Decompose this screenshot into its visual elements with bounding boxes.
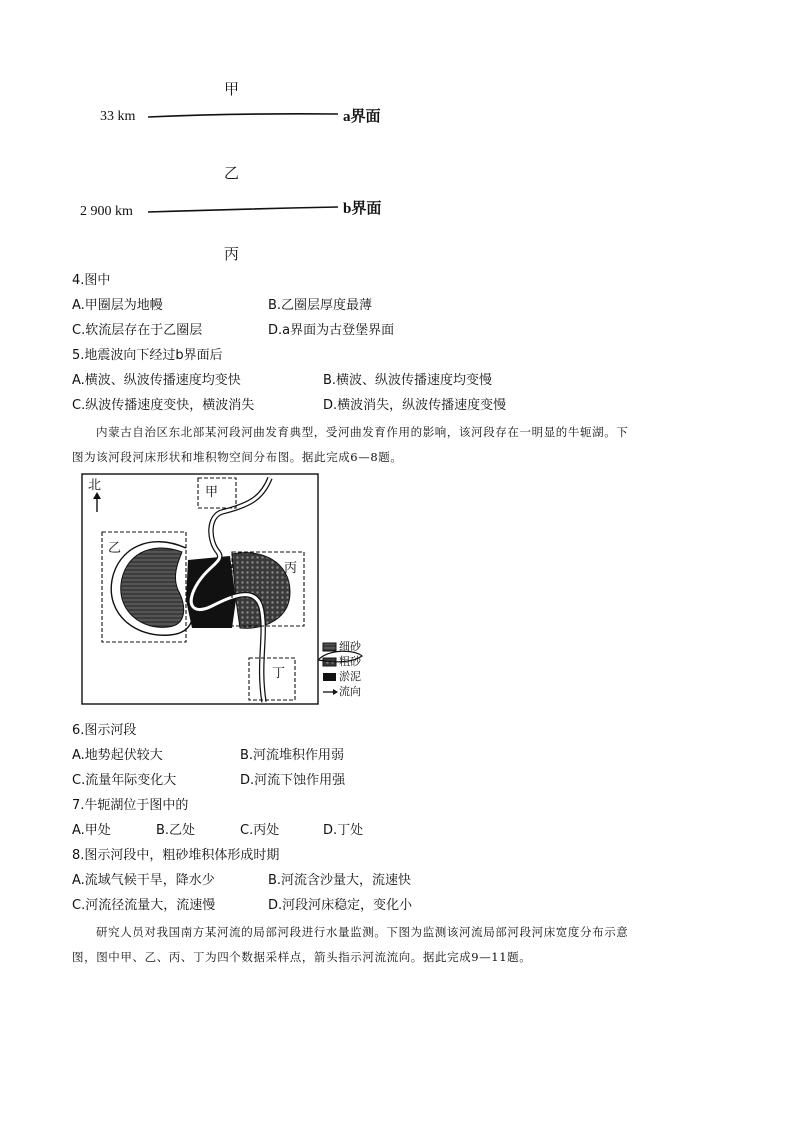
layer-yi: 乙 [224, 164, 240, 182]
q7-stem: 7.牛轭湖位于图中的 [72, 798, 189, 813]
passage-river-width-line2: 图，图中甲、乙、丙、丁为四个数据采样点，箭头指示河流流向。据此完成9—11题。 [72, 950, 532, 964]
q8-option-d[interactable]: D.河段河床稳定，变化小 [268, 898, 413, 913]
q5-option-c[interactable]: C.纵波传播速度变快，横波消失 [72, 398, 255, 413]
layer-jia: 甲 [224, 80, 240, 98]
q7-option-c[interactable]: C.丙处 [240, 823, 280, 838]
legend-coarse-sand: 粗砂 [339, 655, 361, 668]
b-interface-label: b界面 [343, 201, 382, 217]
q8-option-c[interactable]: C.河流径流量大，流速慢 [72, 898, 216, 913]
legend-silt: 淤泥 [339, 670, 361, 683]
depth-2900km: 2 900 km [80, 204, 133, 219]
map-box-yi-label: 乙 [108, 541, 122, 556]
legend-flow-direction: 流向 [339, 685, 361, 698]
passage-river-width-line1: 研究人员对我国南方某河流的局部河段进行水量监测。下图为监测该河流局部河段河床宽度分布示意 [96, 925, 629, 939]
map-north-label: 北 [88, 478, 102, 493]
depth-33km: 33 km [100, 109, 136, 124]
q4-stem: 4.图中 [72, 273, 111, 288]
q7-option-b[interactable]: B.乙处 [156, 823, 196, 838]
map-box-ding-label: 丁 [272, 666, 286, 681]
q4-option-a[interactable]: A.甲圈层为地幔 [72, 298, 163, 313]
legend-fine-sand-swatch [323, 643, 336, 651]
q5-option-d[interactable]: D.横波消失，纵波传播速度变慢 [323, 398, 507, 413]
q4-option-c[interactable]: C.软流层存在于乙圈层 [72, 323, 203, 338]
q7-option-d[interactable]: D.丁处 [323, 823, 364, 838]
q5-option-b[interactable]: B.横波、纵波传播速度均变慢 [323, 373, 493, 388]
q6-option-b[interactable]: B.河流堆积作用弱 [240, 748, 345, 763]
legend-fine-sand: 细砂 [339, 640, 361, 653]
q8-option-b[interactable]: B.河流含沙量大，流速快 [268, 873, 412, 888]
q5-option-a[interactable]: A.横波、纵波传播速度均变快 [72, 373, 241, 388]
passage-river-width [72, 920, 722, 970]
passage-oxbow-line2: 图为该河段河床形状和堆积物空间分布图。据此完成6—8题。 [72, 450, 403, 464]
q8-option-a[interactable]: A.流域气候干旱，降水少 [72, 873, 215, 888]
q4-option-d[interactable]: D.a界面为古登堡界面 [268, 323, 395, 338]
q4-option-b[interactable]: B.乙圈层厚度最薄 [268, 298, 373, 313]
a-interface-label: a界面 [343, 109, 381, 125]
layer-bing: 丙 [224, 245, 240, 263]
q6-option-c[interactable]: C.流量年际变化大 [72, 773, 177, 788]
q8-stem: 8.图示河段中，粗砂堆积体形成时期 [72, 848, 280, 863]
q5-stem: 5.地震波向下经过b界面后 [72, 348, 223, 363]
legend-silt-swatch [323, 673, 336, 681]
q6-option-a[interactable]: A.地势起伏较大 [72, 748, 163, 763]
q6-option-d[interactable]: D.河流下蚀作用强 [240, 773, 346, 788]
passage-oxbow-line1: 内蒙古自治区东北部某河段河曲发育典型，受河曲发育作用的影响，该河段存在一明显的牛轭湖。下 [96, 425, 629, 439]
q7-option-a[interactable]: A.甲处 [72, 823, 111, 838]
q6-stem: 6.图示河段 [72, 723, 137, 738]
map-box-jia-label: 甲 [205, 485, 219, 500]
map-box-bing-label: 丙 [284, 561, 298, 576]
